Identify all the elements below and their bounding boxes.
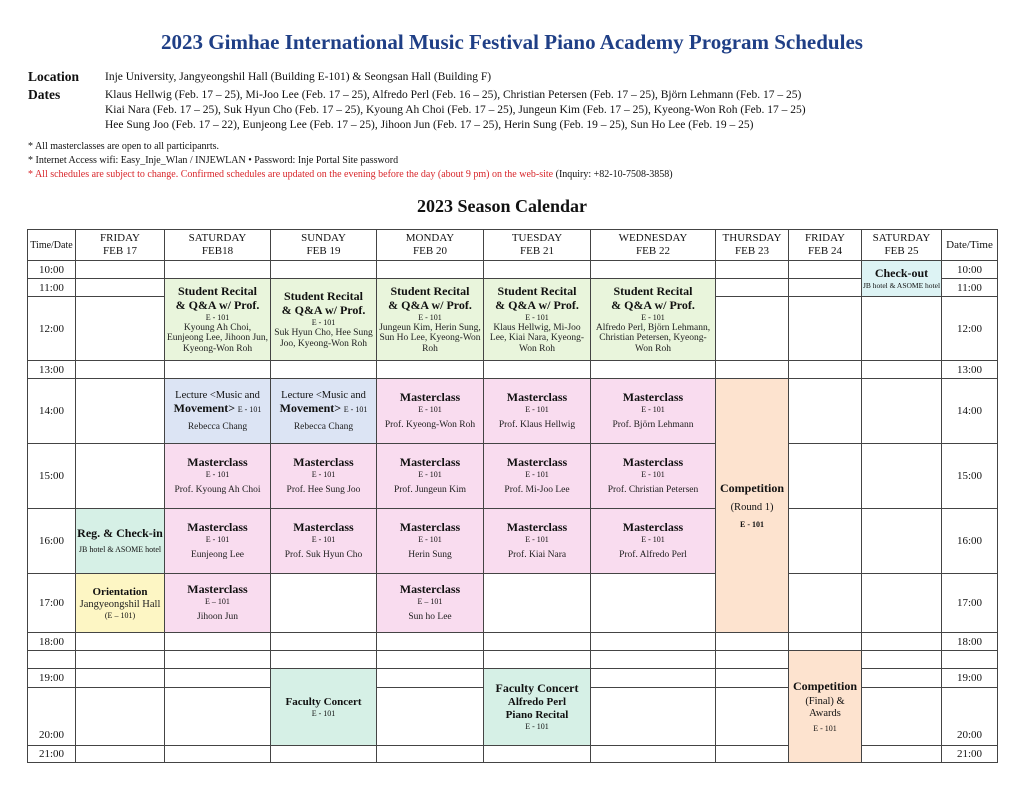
- event-room: E - 101: [641, 312, 665, 322]
- empty-cell: [862, 361, 942, 379]
- event-title: Masterclass: [506, 520, 568, 535]
- time-label: 12:00: [28, 297, 76, 361]
- time-label: 11:00: [28, 279, 76, 297]
- empty-cell: [484, 633, 591, 651]
- day-name: TUESDAY: [511, 232, 563, 244]
- empty-cell: [716, 669, 789, 688]
- day-date: FEB 17: [103, 245, 137, 257]
- time-row: [28, 633, 998, 651]
- event-teacher: Prof. Jungeun Kim: [393, 485, 467, 496]
- empty-cell: [716, 688, 789, 746]
- event-teacher: Prof. Christian Petersen: [607, 485, 699, 496]
- empty-cell: [789, 509, 862, 574]
- empty-cell: [789, 361, 862, 379]
- event-teacher: Prof. Alfredo Perl: [619, 550, 687, 561]
- orientation-event: [76, 574, 165, 633]
- event-title: Student Recital: [497, 283, 577, 298]
- event-room: E - 101: [525, 535, 549, 545]
- calendar-title: 2023 Season Calendar: [416, 196, 587, 216]
- date-time-header: Date/Time: [942, 230, 998, 261]
- empty-cell: [76, 297, 165, 361]
- empty-cell: [377, 261, 484, 279]
- event-title: Reg. & Check-in: [77, 526, 163, 540]
- dates-line: Kiai Nara (Feb. 17 – 25), Suk Hyun Cho (Feb. 17 – 25), Kyoung Ah Choi (Feb. 17 – 25), Jungeun Kim (Feb. 17 – 25), Kyeong-Won Roh (Feb. 17 – 25): [105, 104, 806, 116]
- event-room: (E – 101): [104, 610, 136, 620]
- event-title: Student Recital: [284, 289, 363, 303]
- event-title: Lecture <Music and: [281, 389, 366, 401]
- time-label: 12:00: [942, 297, 998, 361]
- empty-cell: [591, 688, 716, 746]
- competition-round1-event: [716, 379, 789, 633]
- registration-checkin-event: [76, 509, 165, 574]
- day-date: FEB18: [201, 245, 234, 257]
- empty-cell: [165, 688, 271, 746]
- event-title: Masterclass: [506, 390, 568, 405]
- masterclass-event: [165, 574, 271, 633]
- day-date: FEB 20: [413, 245, 447, 257]
- time-label: 15:00: [28, 444, 76, 509]
- masterclass-event: [591, 444, 716, 509]
- location-text: Inje University, Jangyeongshil Hall (Building E-101) & Seongsan Hall (Building F): [105, 71, 492, 83]
- empty-cell: [862, 688, 942, 746]
- event-room: E - 101: [205, 470, 230, 480]
- dates-line: Hee Sung Joo (Feb. 17 – 22), Eunjeong Lee (Feb. 17 – 25), Jihoon Jun (Feb. 17 – 25), Herin Sung (Feb. 19 – 25), Sun Ho Lee (Feb. 19 – 25): [105, 119, 754, 131]
- event-round: (Round 1): [730, 501, 774, 513]
- empty-cell: [165, 746, 271, 763]
- event-room: E - 101: [813, 723, 837, 733]
- empty-cell: [716, 261, 789, 279]
- empty-cell: [165, 669, 271, 688]
- masterclass-event: [377, 574, 484, 633]
- season-calendar: [27, 229, 998, 763]
- event-room: E - 101: [740, 519, 764, 529]
- event-room: E - 101: [525, 312, 549, 322]
- event-title: Masterclass: [399, 390, 461, 405]
- day-date: FEB 24: [808, 245, 842, 257]
- time-label: 10:00: [942, 261, 998, 279]
- event-title: Faculty Concert: [495, 681, 579, 695]
- time-label: 13:00: [28, 361, 76, 379]
- empty-cell: [862, 669, 942, 688]
- note-wifi: * Internet Access wifi: Easy_Inje_Wlan / INJEWLAN • Password: Inje Portal Site password: [28, 155, 399, 166]
- event-title: Masterclass: [293, 455, 354, 470]
- event-title: Student Recital: [178, 283, 257, 298]
- time-label: 19:00: [942, 669, 998, 688]
- time-label: 17:00: [942, 574, 998, 633]
- faculty-concert-event: [484, 669, 591, 746]
- time-label: 18:00: [942, 633, 998, 651]
- empty-cell: [716, 651, 789, 669]
- empty-cell: [862, 379, 942, 444]
- event-title: Student Recital: [613, 283, 693, 298]
- event-title: Masterclass: [399, 455, 461, 470]
- event-participants: Kyoung Ah Choi, Eunjeong Lee, Jihoon Jun, Kyeong-Won Roh: [166, 322, 269, 354]
- empty-cell: [716, 361, 789, 379]
- empty-cell: [271, 651, 377, 669]
- event-subtitle: Movement> E - 101: [279, 400, 368, 415]
- event-title: Student Recital: [390, 283, 470, 298]
- event-subtitle: & Q&A w/ Prof.: [281, 303, 366, 317]
- empty-cell: [76, 379, 165, 444]
- notes: [28, 140, 673, 182]
- event-title: Masterclass: [622, 390, 684, 405]
- faculty-concert-event: [271, 669, 377, 746]
- empty-cell: [591, 746, 716, 763]
- event-title: Lecture <Music and: [175, 389, 260, 401]
- empty-cell: [789, 279, 862, 297]
- event-room: E - 101: [205, 312, 230, 322]
- day-header: [862, 230, 942, 261]
- empty-cell: [716, 279, 789, 297]
- event-subtitle: & Q&A w/ Prof.: [175, 297, 260, 312]
- empty-cell: [76, 746, 165, 763]
- empty-cell: [76, 279, 165, 297]
- time-label: 18:00: [28, 633, 76, 651]
- time-label: 13:00: [942, 361, 998, 379]
- event-teacher: Prof. Mi-Joo Lee: [504, 485, 570, 496]
- empty-cell: [377, 651, 484, 669]
- time-label: 17:00: [28, 574, 76, 633]
- event-title: Faculty Concert: [285, 695, 362, 708]
- empty-cell: [789, 574, 862, 633]
- time-date-header: Time/Date: [28, 230, 76, 261]
- event-room: E - 101: [311, 708, 336, 718]
- day-date: FEB 23: [735, 245, 769, 257]
- location-label: Location: [28, 69, 80, 84]
- masterclass-event: [165, 509, 271, 574]
- note-inquiry: (Inquiry: +82-10-7508-3858): [553, 169, 673, 180]
- empty-cell: [76, 669, 165, 688]
- day-name: MONDAY: [405, 232, 455, 244]
- event-subtitle: Movement> E - 101: [173, 400, 262, 415]
- empty-cell: [76, 651, 165, 669]
- day-header: [716, 230, 789, 261]
- event-teacher: Sun ho Lee: [408, 612, 452, 623]
- empty-cell: [591, 261, 716, 279]
- event-subtitle: & Q&A w/ Prof.: [495, 297, 579, 312]
- time-label: 19:00: [28, 669, 76, 688]
- time-label: 16:00: [942, 509, 998, 574]
- day-header: [76, 230, 165, 261]
- event-teacher: Prof. Suk Hyun Cho: [284, 550, 363, 561]
- empty-cell: [716, 633, 789, 651]
- masterclass-event: [591, 379, 716, 444]
- time-row: [28, 279, 998, 297]
- event-lecturer: Rebecca Chang: [187, 421, 248, 432]
- masterclass-event: [271, 444, 377, 509]
- event-teacher: Prof. Klaus Hellwig: [498, 420, 576, 431]
- event-teacher: Eunjeong Lee: [190, 550, 245, 561]
- day-name: THURSDAY: [722, 232, 782, 244]
- checkout-event: [862, 261, 942, 297]
- event-teacher: Herin Sung: [408, 550, 452, 561]
- empty-cell: [862, 444, 942, 509]
- day-name: SATURDAY: [872, 232, 931, 244]
- event-teacher: Prof. Kyoung Ah Choi: [174, 485, 261, 496]
- event-room: E – 101: [417, 597, 443, 607]
- empty-cell: [76, 633, 165, 651]
- masterclass-event: [271, 509, 377, 574]
- time-label: 14:00: [28, 379, 76, 444]
- time-row: [28, 444, 998, 509]
- day-header: [165, 230, 271, 261]
- time-row: [28, 261, 998, 279]
- student-recital-event: [165, 279, 271, 361]
- event-room: E - 101: [311, 470, 336, 480]
- day-header: [484, 230, 591, 261]
- student-recital-event: [377, 279, 484, 361]
- student-recital-event: [484, 279, 591, 361]
- event-performer: Alfredo Perl: [507, 696, 567, 708]
- event-room: E - 101: [205, 535, 230, 545]
- event-teacher: Prof. Hee Sung Joo: [286, 485, 361, 496]
- masterclass-event: [484, 379, 591, 444]
- event-room: E – 101: [205, 597, 230, 607]
- time-label: 21:00: [942, 746, 998, 763]
- event-hotel: JB hotel & ASOME hotel: [78, 545, 162, 554]
- empty-cell: [862, 297, 942, 361]
- event-title: Masterclass: [187, 582, 248, 597]
- empty-cell: [591, 361, 716, 379]
- empty-cell: [789, 379, 862, 444]
- empty-cell: [484, 361, 591, 379]
- header-row: [28, 230, 998, 261]
- masterclass-event: [377, 509, 484, 574]
- event-place: Jangyeongshil Hall: [79, 598, 161, 610]
- empty-cell: [591, 574, 716, 633]
- day-name: WEDNESDAY: [618, 232, 688, 244]
- time-row: [28, 379, 998, 444]
- event-lecturer: Rebecca Chang: [293, 421, 354, 432]
- event-teacher: Prof. Kiai Nara: [507, 550, 567, 561]
- empty-cell: [165, 261, 271, 279]
- empty-cell: [862, 746, 942, 763]
- event-title: Masterclass: [187, 455, 248, 470]
- time-label: 14:00: [942, 379, 998, 444]
- empty-cell: [271, 746, 377, 763]
- day-header: [591, 230, 716, 261]
- empty-cell: [377, 746, 484, 763]
- empty-cell: [591, 633, 716, 651]
- empty-cell: [716, 297, 789, 361]
- empty-cell: [165, 633, 271, 651]
- empty-cell: [862, 574, 942, 633]
- event-hotel: JB hotel & ASOME hotel: [862, 280, 941, 290]
- event-participants: Klaus Hellwig, Mi-Joo Lee, Kiai Nara, Kyeong- Won Roh: [489, 322, 585, 354]
- empty-cell: [377, 688, 484, 746]
- event-room: E - 101: [418, 535, 442, 545]
- time-row: [28, 574, 998, 633]
- empty-cell: [271, 361, 377, 379]
- masterclass-event: [165, 444, 271, 509]
- empty-cell: [271, 633, 377, 651]
- empty-cell: [484, 746, 591, 763]
- empty-cell: [76, 444, 165, 509]
- time-label: 20:00: [942, 688, 998, 746]
- page-title: 2023 Gimhae International Music Festival Piano Academy Program Schedules: [161, 30, 863, 54]
- note-schedule-change: [28, 168, 673, 182]
- day-header: [377, 230, 484, 261]
- event-subtitle: & Q&A w/ Prof.: [611, 297, 695, 312]
- time-label: 16:00: [28, 509, 76, 574]
- empty-cell: [789, 261, 862, 279]
- day-header: [789, 230, 862, 261]
- student-recital-event: [271, 279, 377, 361]
- event-title: Masterclass: [187, 520, 248, 535]
- empty-cell: [942, 651, 998, 669]
- day-header: [271, 230, 377, 261]
- dates-line: Klaus Hellwig (Feb. 17 – 25), Mi-Joo Lee (Feb. 17 – 25), Alfredo Perl (Feb. 16 – 25), Christian Petersen (Feb. 17 – 25), Björn Lehmann (Feb. 17 – 25): [105, 89, 802, 101]
- empty-cell: [591, 669, 716, 688]
- empty-cell: [165, 361, 271, 379]
- day-date: FEB 22: [636, 245, 670, 257]
- event-title: Masterclass: [399, 582, 461, 597]
- event-room: E - 101: [525, 722, 549, 731]
- event-room: E - 101: [418, 405, 442, 415]
- event-participants: Jungeun Kim, Herin Sung, Sun Ho Lee, Kyeong-Won Roh: [379, 322, 481, 354]
- event-participants: Alfredo Perl, Björn Lehmann, Christian Petersen, Kyeong-Won Roh: [595, 322, 711, 354]
- masterclass-event: [377, 444, 484, 509]
- empty-cell: [789, 444, 862, 509]
- event-title: Masterclass: [399, 520, 461, 535]
- lecture-event: [271, 379, 377, 444]
- empty-cell: [377, 361, 484, 379]
- event-detail: (Final) & Awards: [805, 695, 845, 719]
- event-participants: Suk Hyun Cho, Hee Sung Joo, Kyeong-Won Roh: [274, 328, 373, 349]
- empty-cell: [789, 633, 862, 651]
- masterclass-event: [591, 509, 716, 574]
- empty-cell: [377, 669, 484, 688]
- empty-cell: [76, 361, 165, 379]
- day-date: FEB 19: [306, 245, 341, 257]
- time-label: 15:00: [942, 444, 998, 509]
- empty-cell: [271, 574, 377, 633]
- dates-label: Dates: [28, 87, 61, 102]
- empty-cell: [862, 651, 942, 669]
- competition-final-awards-event: [789, 651, 862, 763]
- event-room: E - 101: [418, 470, 442, 480]
- empty-cell: [484, 651, 591, 669]
- event-teacher: Prof. Kyeong-Won Roh: [384, 420, 476, 431]
- event-title: Masterclass: [506, 455, 568, 470]
- event-subtitle: Piano Recital: [505, 709, 569, 721]
- event-title: Masterclass: [293, 520, 354, 535]
- empty-cell: [484, 261, 591, 279]
- day-name: SATURDAY: [188, 232, 247, 244]
- empty-cell: [716, 746, 789, 763]
- event-title: Check-out: [874, 265, 929, 280]
- note-change-warning: * All schedules are subject to change. Confirmed schedules are updated on the evening before the day (about 9 pm) on the web-site: [28, 169, 554, 180]
- masterclass-event: [377, 379, 484, 444]
- day-date: FEB 21: [520, 245, 554, 257]
- empty-cell: [591, 651, 716, 669]
- time-label: 11:00: [942, 279, 998, 297]
- note-masterclasses: * All masterclasses are open to all participanrts.: [28, 141, 220, 152]
- spacer-row: [28, 651, 998, 669]
- time-label: 10:00: [28, 261, 76, 279]
- empty-cell: [28, 651, 76, 669]
- empty-cell: [377, 633, 484, 651]
- time-row: [28, 509, 998, 574]
- empty-cell: [789, 297, 862, 361]
- event-room: E - 101: [311, 535, 336, 545]
- event-title: Masterclass: [622, 455, 684, 470]
- event-title: Orientation: [92, 585, 148, 598]
- event-teacher: Jihoon Jun: [197, 612, 238, 623]
- empty-cell: [271, 261, 377, 279]
- empty-cell: [76, 261, 165, 279]
- empty-cell: [862, 633, 942, 651]
- time-label: 21:00: [28, 746, 76, 763]
- day-name: SUNDAY: [301, 232, 346, 244]
- event-room: E - 101: [311, 318, 336, 327]
- empty-cell: [484, 574, 591, 633]
- event-room: E - 101: [418, 312, 442, 322]
- time-row: [28, 361, 998, 379]
- day-name: FRIDAY: [100, 232, 140, 244]
- time-label: 20:00: [28, 688, 76, 746]
- masterclass-event: [484, 444, 591, 509]
- event-teacher: Prof. Björn Lehmann: [612, 420, 694, 431]
- event-room: E - 101: [525, 470, 549, 480]
- event-subtitle: & Q&A w/ Prof.: [388, 297, 472, 312]
- masterclass-event: [484, 509, 591, 574]
- event-title: Masterclass: [622, 520, 684, 535]
- event-room: E - 101: [525, 405, 549, 415]
- event-room: E - 101: [641, 535, 665, 545]
- event-room: E - 101: [641, 405, 665, 415]
- student-recital-event: [591, 279, 716, 361]
- day-name: FRIDAY: [805, 232, 845, 244]
- empty-cell: [76, 688, 165, 746]
- event-title: Competition: [720, 480, 784, 495]
- event-room: E - 101: [641, 470, 665, 480]
- lecture-event: [165, 379, 271, 444]
- empty-cell: [862, 509, 942, 574]
- empty-cell: [165, 651, 271, 669]
- day-date: FEB 25: [884, 245, 919, 257]
- event-title: Competition: [793, 678, 857, 693]
